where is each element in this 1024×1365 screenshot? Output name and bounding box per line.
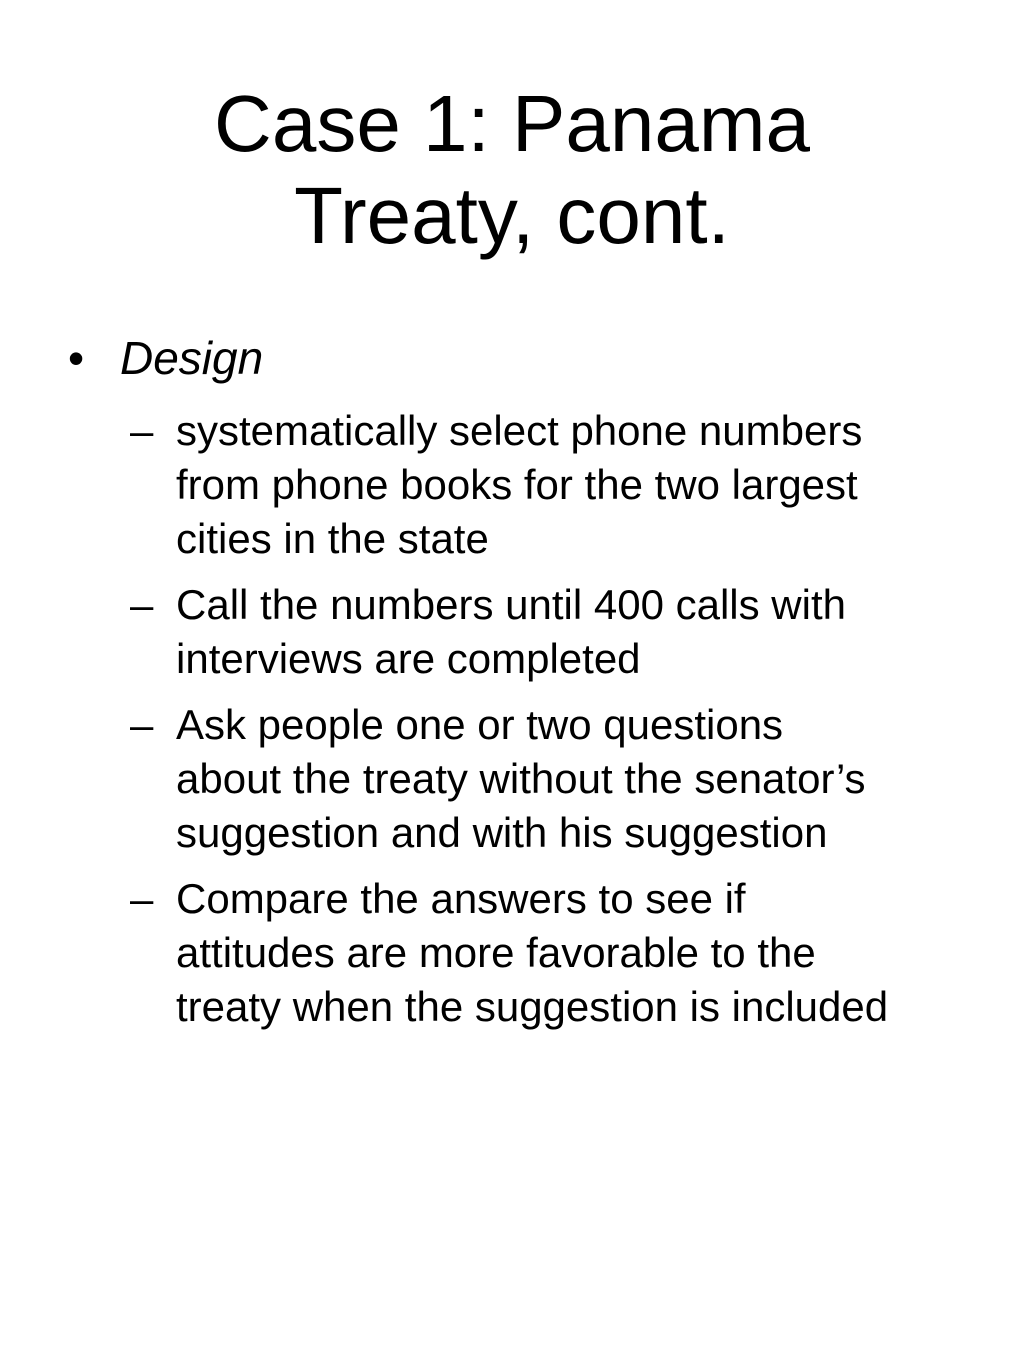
sub-item-line: cities in the state	[176, 515, 489, 562]
sub-item-line: Ask people one or two questions	[176, 701, 784, 748]
bullet-label: Design	[120, 332, 264, 384]
sub-item-line: interviews are completed	[176, 635, 641, 682]
sub-item-line: attitudes are more favorable to the	[176, 929, 816, 976]
slide-title-line-1: Case 1: Panama	[214, 79, 810, 168]
sub-item-dash: –	[130, 701, 154, 748]
sub-item-4	[130, 872, 1010, 1034]
sub-item-dash: –	[130, 581, 154, 628]
sub-item-1	[130, 404, 1010, 566]
sub-item-line: from phone books for the two largest	[176, 461, 858, 508]
sub-item-line: about the treaty without the senator’s	[176, 755, 866, 802]
bullet-marker: •	[68, 332, 85, 384]
sub-item-2	[130, 578, 1010, 686]
sub-item-line: systematically select phone numbers	[176, 407, 863, 454]
sub-item-line: suggestion and with his suggestion	[176, 809, 828, 856]
sub-item-3	[130, 698, 1010, 860]
slide-title-line-2: Treaty, cont.	[294, 171, 730, 260]
sub-item-line: treaty when the suggestion is included	[176, 983, 889, 1030]
design-sub-list	[130, 404, 1010, 1046]
sub-item-line: Call the numbers until 400 calls with	[176, 581, 846, 628]
sub-item-line: Compare the answers to see if	[176, 875, 746, 922]
slide-title	[0, 78, 1024, 262]
sub-item-dash: –	[130, 407, 154, 454]
sub-item-dash: –	[130, 875, 154, 922]
